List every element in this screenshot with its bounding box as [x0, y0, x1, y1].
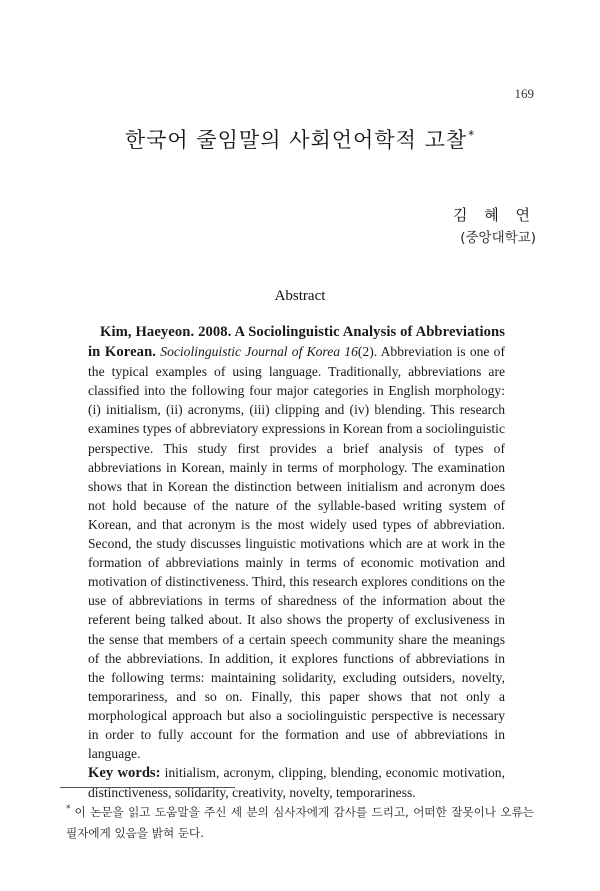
paper-title-text: 한국어 줄임말의 사회언어학적 고찰 [124, 128, 468, 152]
keywords-line [88, 763, 505, 802]
paper-title [0, 124, 600, 154]
abstract-body [88, 322, 505, 802]
footnote [66, 799, 534, 844]
journal-name: Sociolinguistic Journal of Korea 16 [160, 344, 358, 360]
author-name: 김 혜 연 [452, 206, 536, 224]
author-affiliation: (중앙대학교) [460, 230, 536, 246]
abstract-heading: Abstract [274, 288, 326, 304]
keywords-list: initialism, acronym, clipping, blending, economic motivation, distinctiveness, solidarity, creativity, novelty, temporariness. [88, 765, 505, 801]
title-footnote-mark: * [468, 128, 476, 142]
footnote-divider [60, 787, 235, 788]
abstract-text: Abbreviation is one of the typical examples of using language. Traditionally, abbreviations are classified into the following four major categories in English morphology: (i) initialism, (ii) acronyms, (iii) clipping and (iv) blending. This research examines types of abbreviatory expressions in Korean from a sociolinguistic perspective. This study first provides a brief analysis of types of abbreviations in Korean, mainly in terms of morphology. The examination shows that in Korean the distinction between initialism and acronym does not hold because of the nature of the syllable-based writing system of Korean, and that acronym is the most widely used types of abbreviation. Second, the study discusses linguistic motivations which are at work in the formation of abbreviations mainly in terms of economic motivation and motivation of distinctiveness. Third, this research explores conditions on the use of abbreviations in terms of sharedness of the information about the referent being talked about. It also shows the property of exclusiveness in the sense that members of a certain speech community share the meanings of the abbreviations. In addition, it explores functions of abbreviations in the following terms: maintaining solidarity, excluding outsiders, novelty, temporariness, and so on. Finally, this paper shows that not only a morphological approach but also a sociolinguistic perspective is necessary in order to fully account for the formation and use of abbreviations in language. [88, 344, 505, 762]
citation-lead: Kim, Haeyeon. 2008. A Sociolinguistic Analysis of Abbreviations in Korean. [88, 324, 505, 361]
keywords-label: Key words: [88, 765, 161, 782]
journal-issue: (2). [357, 344, 378, 360]
footnote-text: 이 논문을 읽고 도움말을 주신 세 분의 심사자에게 감사를 드리고, 어떠한 잘못이나 오류는 필자에게 있음을 밝혀 둔다. [66, 804, 534, 840]
page-number: 169 [514, 86, 534, 101]
footnote-mark: * [66, 804, 71, 814]
